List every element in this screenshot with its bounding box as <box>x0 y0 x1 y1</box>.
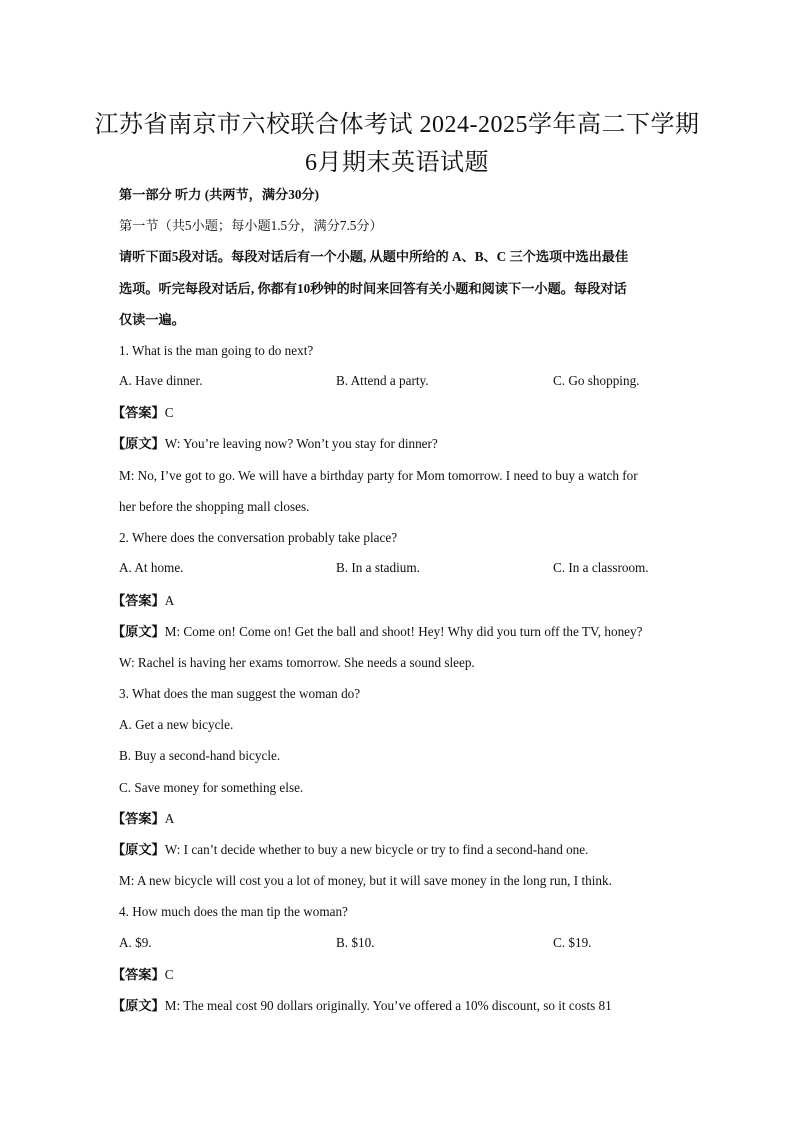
q1-answer <box>112 404 672 422</box>
document-title-line1: 江苏省南京市六校联合体考试 2024-2025学年高二下学期 <box>94 112 700 138</box>
q1-transcript <box>112 435 672 453</box>
q2-transcript <box>112 623 672 641</box>
instructions-line: 请听下面5段对话。每段对话后有一个小题, 从题中所给的 A、B、C 三个选项中选出最佳 <box>119 249 629 264</box>
text-tag: 【原文】 <box>112 998 165 1013</box>
transcript-line: M: A new bicycle will cost you a lot of money, but it will save money in the long run, I think. <box>119 873 612 888</box>
q1-option-a: A. Have dinner. <box>119 373 203 388</box>
question-4: 4. How much does the man tip the woman? <box>119 904 348 919</box>
question-2: 2. Where does the conversation probably take place? <box>119 530 398 545</box>
q2-answer <box>112 592 672 610</box>
q2-option-a: A. At home. <box>119 560 184 575</box>
q4-option-a: A. $9. <box>119 935 152 950</box>
q3-option-b: B. Buy a second-hand bicycle. <box>119 748 281 763</box>
part-heading: 第一部分 听力 (共两节，满分30分) <box>119 187 320 202</box>
answer-tag: 【答案】 <box>112 405 165 420</box>
text-tag: 【原文】 <box>112 842 165 857</box>
transcript-line: M: No, I’ve got to go. We will have a birthday party for Mom tomorrow. I need to buy a watch for <box>119 468 638 483</box>
q3-option-c: C. Save money for something else. <box>119 780 304 795</box>
question-3: 3. What does the man suggest the woman do? <box>119 686 361 701</box>
section-heading: 第一节（共5小题；每小题1.5分，满分7.5分） <box>119 218 383 233</box>
q3-transcript <box>112 841 672 859</box>
q3-option-a: A. Get a new bicycle. <box>119 717 234 732</box>
answer-value: A <box>164 811 175 826</box>
q2-option-b: B. In a stadium. <box>336 560 420 575</box>
answer-value: C <box>164 405 174 420</box>
answer-value: C <box>164 967 174 982</box>
transcript-line: W: Rachel is having her exams tomorrow. She needs a sound sleep. <box>119 655 475 670</box>
question-1: 1. What is the man going to do next? <box>119 343 314 358</box>
document-title-line2: 6月期末英语试题 <box>305 150 489 176</box>
answer-tag: 【答案】 <box>112 811 165 826</box>
transcript-line: her before the shopping mall closes. <box>119 499 310 514</box>
q3-answer <box>112 810 672 828</box>
text-tag: 【原文】 <box>112 624 165 639</box>
q4-option-b: B. $10. <box>336 935 375 950</box>
transcript-line: W: You’re leaving now? Won’t you stay for dinner? <box>164 436 438 451</box>
q4-answer <box>112 966 672 984</box>
answer-value: A <box>164 593 175 608</box>
text-tag: 【原文】 <box>112 436 165 451</box>
transcript-line: W: I can’t decide whether to buy a new bicycle or try to find a second-hand one. <box>164 842 589 857</box>
answer-tag: 【答案】 <box>112 593 165 608</box>
instructions-line: 选项。听完每段对话后, 你都有10秒钟的时间来回答有关小题和阅读下一小题。每段对话 <box>119 281 627 296</box>
q1-option-b: B. Attend a party. <box>336 373 429 388</box>
q4-transcript <box>112 997 672 1015</box>
q1-option-c: C. Go shopping. <box>553 373 640 388</box>
transcript-line: M: Come on! Come on! Get the ball and shoot! Hey! Why did you turn off the TV, honey? <box>164 624 643 639</box>
q4-option-c: C. $19. <box>553 935 592 950</box>
answer-tag: 【答案】 <box>112 967 165 982</box>
transcript-line: M: The meal cost 90 dollars originally. You’ve offered a 10% discount, so it costs 81 <box>164 998 612 1013</box>
q2-option-c: C. In a classroom. <box>553 560 649 575</box>
instructions-line: 仅读一遍。 <box>119 312 185 327</box>
